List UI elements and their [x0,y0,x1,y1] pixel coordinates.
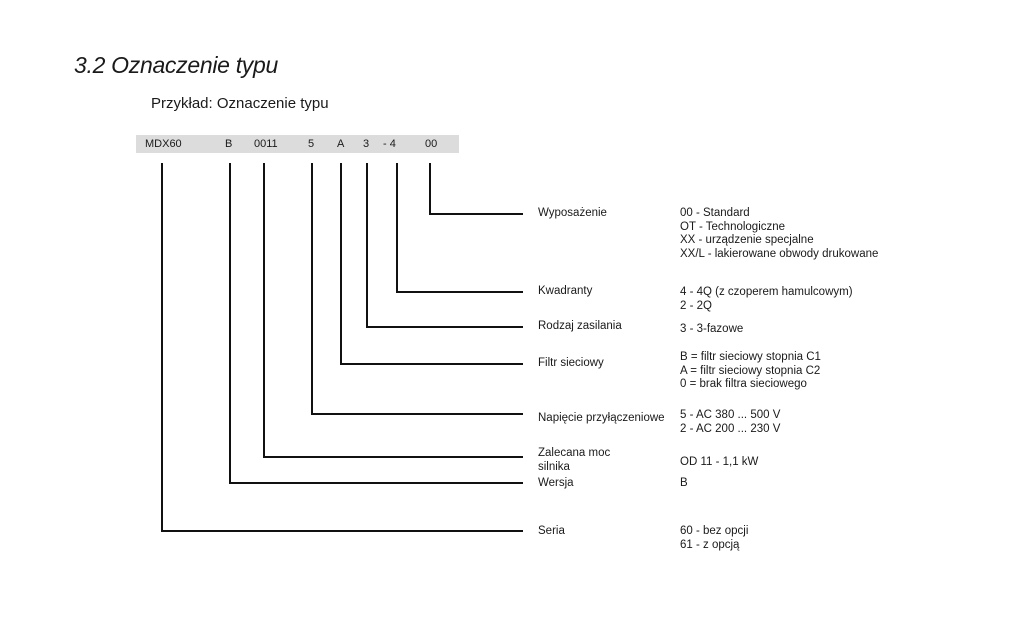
label-supply: Rodzaj zasilania [538,320,622,332]
label-series: Seria [538,525,565,537]
value-line: B [680,477,688,489]
code-version: B [225,138,233,150]
value-line: OT - Technologiczne [680,220,786,233]
values-power [680,456,758,470]
code-voltage: 5 [308,138,315,150]
code-filter: A [337,138,345,150]
value-line: 00 - Standard [680,207,750,219]
code-equipment: 00 [425,138,438,150]
label-quadrants: Kwadranty [538,285,593,297]
code-series: MDX60 [145,138,182,150]
label-power-line2: silnika [538,460,570,473]
value-line: 60 - bez opcji [680,525,749,537]
values-filter [680,351,821,392]
values-equipment [680,207,878,261]
value-line: B = filtr sieciowy stopnia C1 [680,351,821,363]
type-code-bar [136,135,459,153]
values-version [680,477,688,491]
value-line: 2 - AC 200 ... 230 V [680,422,781,435]
values-quadrants [680,286,853,313]
values-supply [680,323,743,337]
value-line: XX/L - lakierowane obwody drukowane [680,247,879,260]
label-power [538,447,610,474]
code-power: 0011 [254,138,278,150]
label-filter: Filtr sieciowy [538,357,604,369]
values-voltage [680,409,780,436]
example-caption: Przykład: Oznaczenie typu [151,95,329,112]
values-series [680,525,748,552]
value-line: 2 - 2Q [680,299,712,312]
value-line: XX - urządzenie specjalne [680,234,814,246]
section-title: 3.2 Oznaczenie typu [74,52,278,78]
label-equipment: Wyposażenie [538,207,607,219]
value-line: A = filtr sieciowy stopnia C2 [680,364,821,377]
code-supply: 3 [363,138,370,150]
value-line: 3 - 3-fazowe [680,323,744,335]
value-line: OD 11 - 1,1 kW [680,456,759,468]
value-line: 4 - 4Q (z czoperem hamulcowym) [680,286,853,298]
label-voltage: Napięcie przyłączeniowe [538,412,665,424]
value-line: 61 - z opcją [680,538,740,551]
value-line: 5 - AC 380 ... 500 V [680,409,781,421]
value-line: 0 = brak filtra sieciowego [680,378,807,390]
code-quadrants: - 4 [383,138,396,150]
label-power-line1: Zalecana moc [538,447,611,459]
label-version: Wersja [538,477,574,489]
